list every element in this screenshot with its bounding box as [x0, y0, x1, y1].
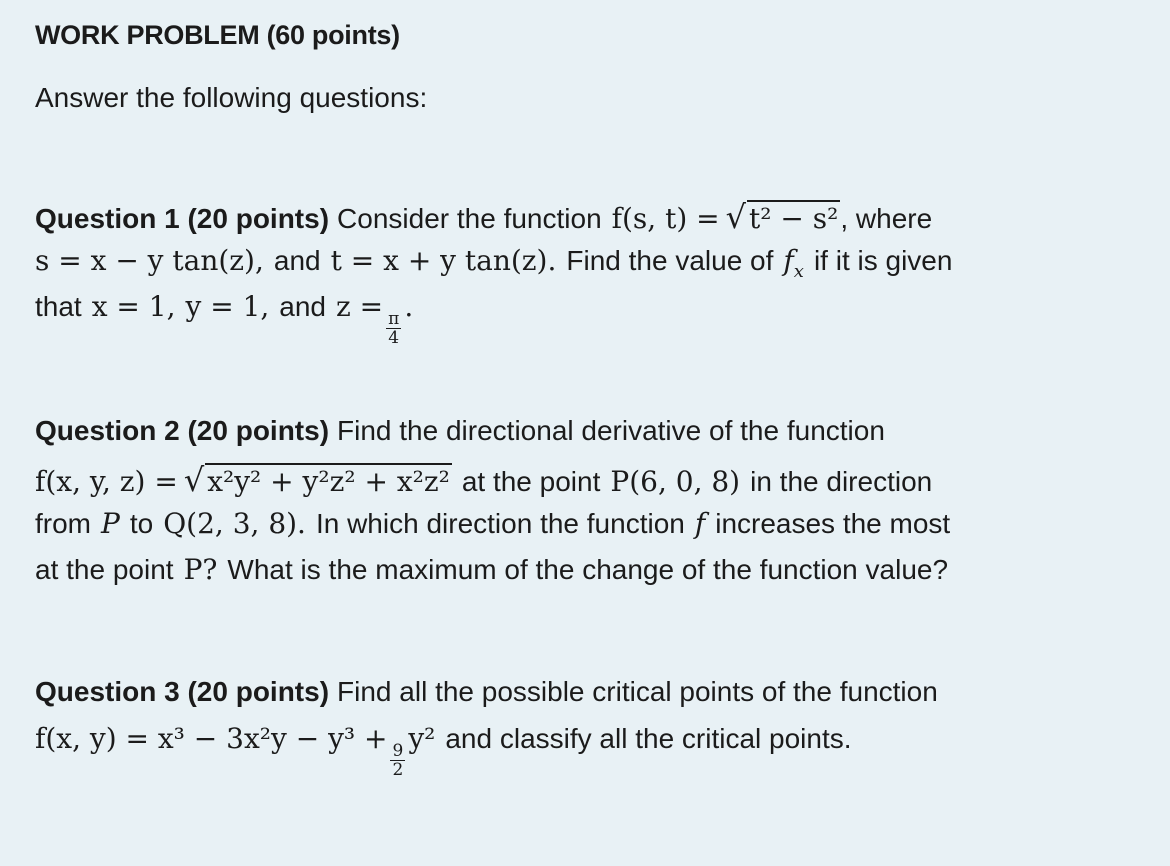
q2-point-p: P(6, 0, 8)	[610, 465, 741, 498]
question-1-line-2	[35, 244, 1145, 290]
question-3-label: Question 3 (20 points)	[35, 676, 330, 707]
q2-text-to: to	[129, 508, 154, 539]
q1-text-find: Find the value of	[566, 245, 774, 276]
q1-text-given: if it is given	[813, 245, 953, 276]
q1-x-value: x = 1,	[91, 290, 176, 323]
question-2-line-4	[35, 553, 1145, 599]
q1-partial-derivative: $f_x$	[783, 244, 804, 282]
q1-t-definition: t = x + y tan(z).	[330, 244, 557, 277]
q2-radicand: x²y² + y²z² + x²z²	[207, 465, 450, 498]
q2-p: P	[101, 507, 120, 540]
q1-z-label: z =	[336, 290, 384, 323]
radical-sign: √	[725, 198, 747, 236]
q2-text-maximum: What is the maximum of the change of the function value?	[227, 554, 949, 585]
q1-text-and: and	[273, 245, 321, 276]
q1-radicand: t² − s²	[749, 202, 839, 235]
q2-text: Find the directional derivative of the function	[337, 415, 885, 446]
question-2-line-2	[35, 461, 1145, 507]
question-3	[35, 676, 1145, 780]
q3-y-squared: y²	[408, 722, 436, 755]
q3-text: Find all the possible critical points of the function	[337, 676, 938, 707]
q2-text-atpoint: at the point	[35, 554, 174, 585]
q3-text-classify: and classify all the critical points.	[445, 723, 852, 754]
q3-fraction: $\frac{9}{2}$	[392, 741, 404, 780]
question-1	[35, 198, 1145, 348]
q3-function: f(x, y) = x³ − 3x²y − y³ +	[35, 722, 388, 755]
q1-text-and-2: and	[279, 291, 326, 322]
q1-y-value: y = 1,	[185, 290, 270, 323]
q1-z-fraction: $\frac{\pi}{4}$	[388, 309, 400, 348]
question-2-line-3	[35, 507, 1145, 553]
q1-s-definition: s = x − y tan(z),	[35, 244, 264, 277]
q2-function-lhs: f(x, y, z) =	[35, 465, 178, 498]
radical-sign: √	[183, 461, 205, 499]
q2-point-q: Q(2, 3, 8).	[163, 507, 306, 540]
page-title: WORK PROBLEM (60 points)	[35, 20, 400, 50]
q1-sqrt-expression	[726, 198, 841, 236]
q2-sqrt-expression	[184, 461, 452, 499]
q2-f: f	[694, 507, 706, 540]
question-1-line-3: that x = 1, y = 1, and z = $\frac{\pi}{4}$ .	[35, 290, 414, 348]
q2-text-increases: increases the most	[715, 508, 951, 539]
q1-function-lhs: f(s, t) =	[611, 202, 720, 235]
instructions-text: Answer the following questions:	[35, 82, 428, 113]
q2-text-point: at the point	[461, 466, 601, 497]
q1-text-where: , where	[840, 203, 933, 234]
question-3-line-2	[35, 722, 1145, 780]
q2-text-direction: in the direction	[750, 466, 933, 497]
question-2-line-1	[35, 415, 1145, 461]
question-3-line-1	[35, 676, 1145, 722]
question-1-label: Question 1 (20 points)	[35, 203, 330, 234]
question-1-line-1	[35, 198, 1145, 244]
q1-text-that: that	[35, 291, 82, 322]
q2-text-from: from	[35, 508, 91, 539]
question-2-label: Question 2 (20 points)	[35, 415, 330, 446]
question-2	[35, 415, 1145, 599]
q1-text: Consider the function	[337, 203, 602, 234]
q2-text-which: In which direction the function	[315, 508, 685, 539]
q2-p-question: P?	[183, 553, 218, 586]
